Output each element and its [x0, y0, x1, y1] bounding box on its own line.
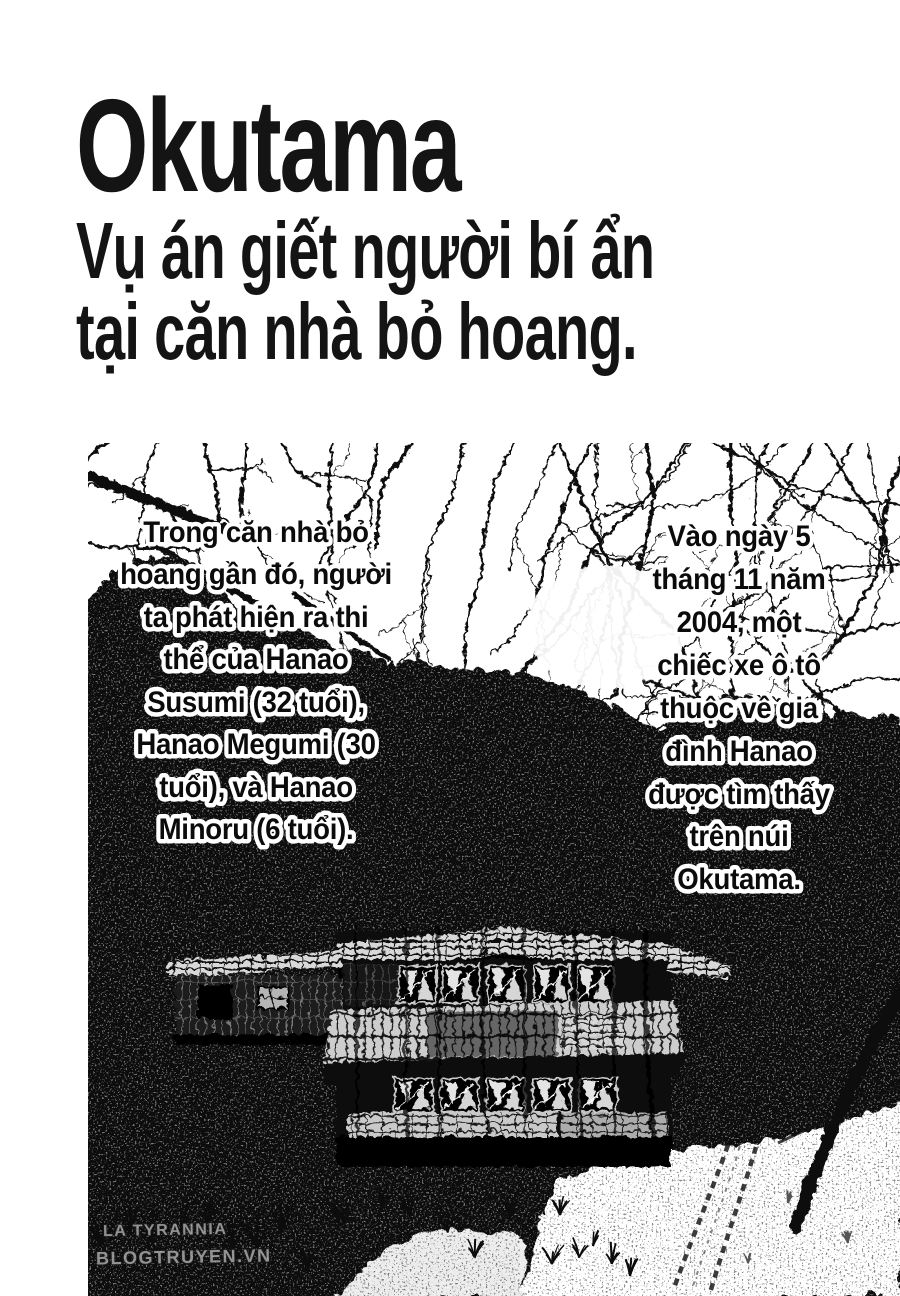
caption-right-block [648, 520, 830, 896]
caption-line: Vào ngày 5 [667, 519, 811, 554]
caption-line: thuộc về gia [660, 691, 818, 726]
caption-line: ta phát hiện ra thi [143, 600, 369, 635]
page-title: Okutama [76, 72, 460, 219]
watermark-scanlator: LA TYRANNIA [102, 1220, 228, 1241]
caption-line: Trong căn nhà bỏ [143, 515, 369, 550]
caption-line: trên núi [689, 819, 789, 854]
caption-overlay [88, 443, 900, 1296]
caption-line: đình Hanao [665, 734, 813, 769]
caption-line: 2004, một [676, 605, 802, 640]
caption-line: Minoru (6 tuổi). [158, 812, 354, 847]
caption-line: Susumi (32 tuổi), [147, 685, 365, 720]
page-subtitle-line-2: tại căn nhà bỏ hoang. [76, 287, 637, 376]
caption-line: thể của Hanao [163, 642, 349, 677]
caption-line: Okutama. [677, 862, 801, 897]
watermark-site: BLOGTRUYEN.VN [95, 1245, 272, 1269]
caption-line: Hanao Megumi (30 [136, 727, 376, 762]
caption-line: hoang gần đó, người [120, 557, 392, 592]
caption-line: tuổi), và Hanao [159, 770, 353, 805]
caption-line: tháng 11 năm [652, 562, 826, 597]
caption-left-block [120, 516, 392, 846]
caption-line: chiếc xe ô tô [657, 648, 821, 683]
page-subtitle-line-1: Vụ án giết người bí ẩn [76, 206, 655, 295]
caption-line: được tìm thấy [648, 777, 830, 812]
manga-panel-illustration [88, 443, 900, 1296]
